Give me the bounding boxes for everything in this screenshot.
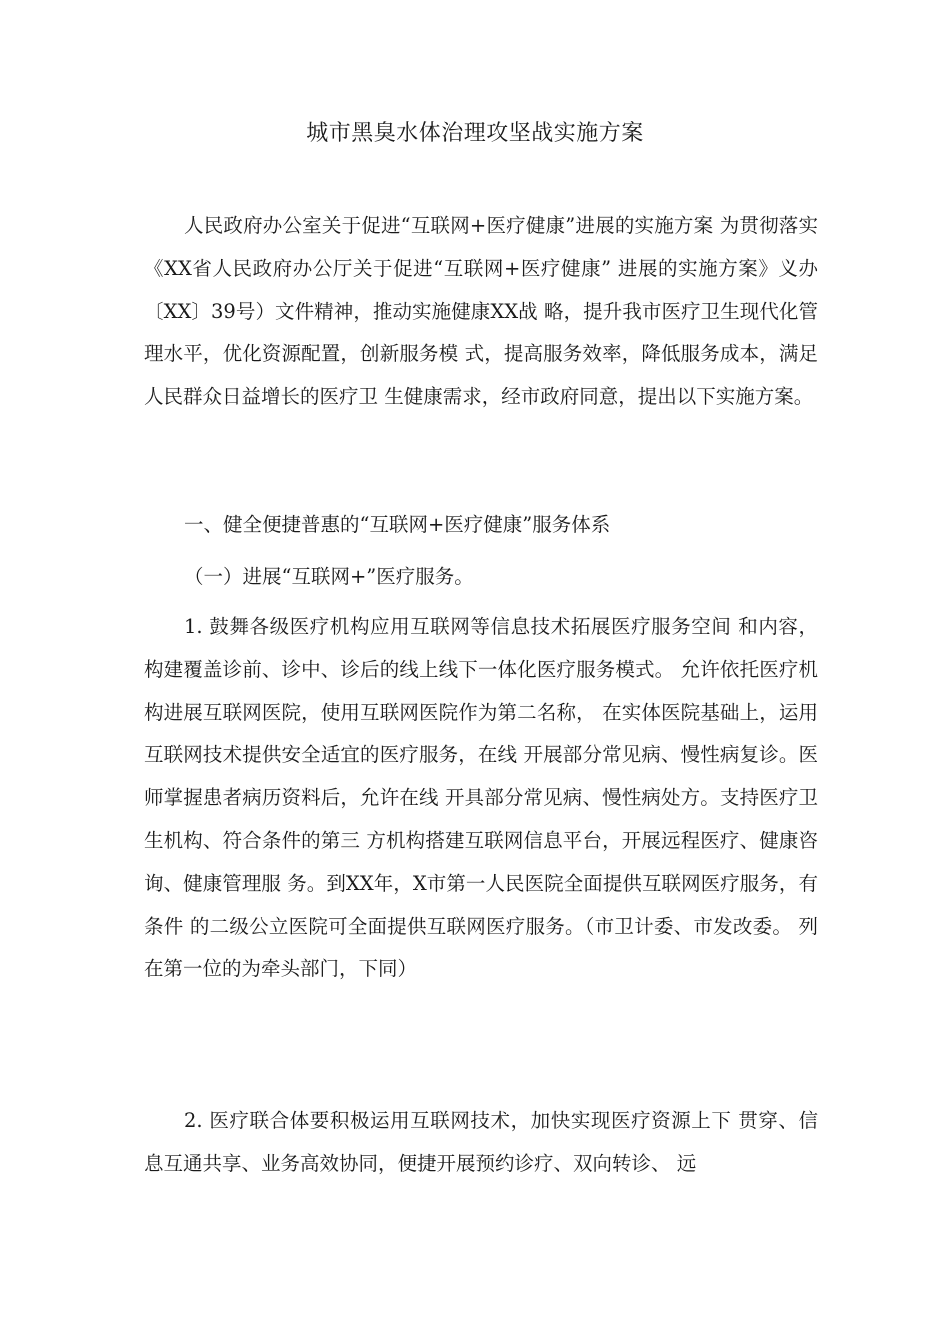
intro-paragraph: 人民政府办公室关于促进“互联网+医疗健康”进展的实施方案 为贯彻落实《XX省人民政府办公厅关于促进“互联网+医疗健康” 进展的实施方案》义办〔XX〕39号）文件精神，推动实施健康XX战 略，提升我市医疗卫生现代化管理水平，优化资源配置，创新服务模 式，提高服务效率，降低服务成本，满足人民群众日益增长的医疗卫 生健康需求，经市政府同意，提出以下实施方案。 xyxy=(144,214,818,409)
subsection-heading: （一）进展“互联网+”医疗服务。 xyxy=(184,565,474,588)
section-heading: 一、健全便捷普惠的“互联网+医疗健康”服务体系 xyxy=(184,513,611,536)
item-1-paragraph: 1. 鼓舞各级医疗机构应用互联网等信息技术拓展医疗服务空间 和内容，构建覆盖诊前、诊中、诊后的线上线下一体化医疗服务模式。 允许依托医疗机构进展互联网医院，使用互联网医院作为第二名称， 在实体医院基础上，运用互联网技术提供安全适宜的医疗服务，在线 开展部分常见病、慢性病复诊。医师掌握患者病历资料后，允许在线 开具部分常见病、慢性病处方。支持医疗卫生机构、符合条件的第三 方机构搭建互联网信息平台，开展远程医疗、健康咨询、健康管理服 务。到XX年，X市第一人民医院全面提供互联网医疗服务，有条件 的二级公立医院可全面提供互联网医疗服务。（市卫计委、市发改委。 列在第一位的为牵头部门，下同） xyxy=(144,615,818,981)
document-title: 城市黑臭水体治理攻坚战实施方案 xyxy=(306,121,644,146)
item-2-paragraph: 2. 医疗联合体要积极运用互联网技术，加快实现医疗资源上下 贯穿、信息互通共享、业务高效协同，便捷开展预约诊疗、双向转诊、 远 xyxy=(144,1109,818,1175)
